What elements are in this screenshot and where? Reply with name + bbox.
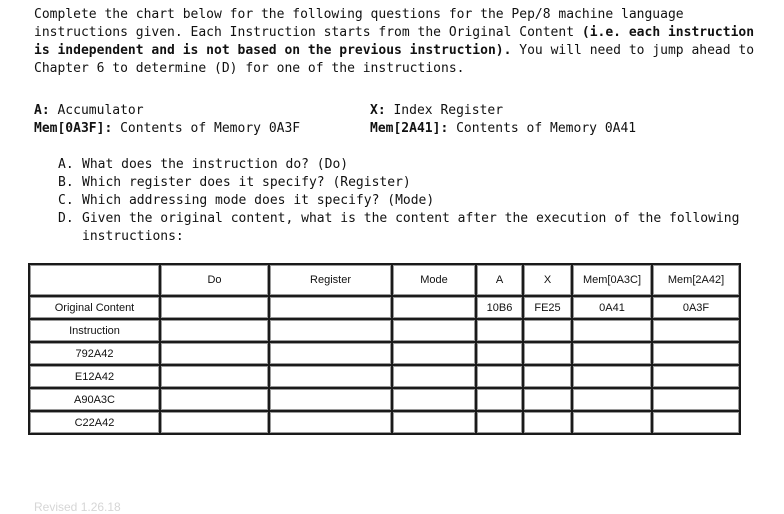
question-list [58, 156, 768, 246]
answer-cell[interactable] [476, 411, 523, 434]
answer-cell[interactable] [652, 365, 740, 388]
column-header [29, 264, 160, 296]
row-label: Instruction [29, 319, 160, 342]
answer-cell[interactable] [392, 296, 476, 319]
answer-cell[interactable] [269, 296, 392, 319]
answer-cell[interactable] [572, 411, 652, 434]
table-row [29, 342, 740, 365]
row-label: E12A42 [29, 365, 160, 388]
answer-cell[interactable] [269, 411, 392, 434]
answer-cell[interactable]: 0A3F [652, 296, 740, 319]
answer-cell[interactable] [523, 319, 572, 342]
register-definitions [34, 102, 764, 138]
question-item: C. Which addressing mode does it specify? (Mode) [58, 193, 435, 208]
answer-cell[interactable] [476, 388, 523, 411]
answer-cell[interactable] [652, 342, 740, 365]
intro-text: Complete the chart below for the following questions for the Pep/8 machine language instructions given. Each Instruction starts from the Original Content [34, 7, 684, 40]
answer-cell[interactable] [160, 319, 269, 342]
column-header: Mode [392, 264, 476, 296]
table-row [29, 296, 740, 319]
answer-cell[interactable] [572, 342, 652, 365]
answer-cell[interactable] [523, 388, 572, 411]
answer-cell[interactable] [160, 365, 269, 388]
answer-cell[interactable] [652, 388, 740, 411]
row-label: C22A42 [29, 411, 160, 434]
revision-footer: Revised 1.26.18 [34, 500, 121, 514]
column-header: Do [160, 264, 269, 296]
table-header-row [29, 264, 740, 296]
answer-cell[interactable] [269, 388, 392, 411]
answer-cell[interactable]: 0A41 [572, 296, 652, 319]
table-row [29, 365, 740, 388]
answer-cell[interactable] [269, 365, 392, 388]
answer-cell[interactable] [269, 319, 392, 342]
answer-cell[interactable] [160, 342, 269, 365]
answer-cell[interactable] [476, 342, 523, 365]
answer-cell[interactable] [523, 365, 572, 388]
definition-mem-2a41: Mem[2A41]: Contents of Memory 0A41 [370, 121, 637, 136]
answer-cell[interactable] [392, 388, 476, 411]
intro-bold-text: (i.e. each instruction is independent and is not based on the previous instruction). [34, 25, 755, 58]
row-label: A90A3C [29, 388, 160, 411]
answer-cell[interactable] [572, 388, 652, 411]
question-item: B. Which register does it specify? (Register) [58, 175, 411, 190]
answer-cell[interactable] [392, 411, 476, 434]
definition-index-register: X: Index Register [370, 103, 504, 118]
answer-cell[interactable] [572, 365, 652, 388]
answer-cell[interactable] [476, 319, 523, 342]
answer-cell[interactable] [523, 411, 572, 434]
table-row [29, 411, 740, 434]
answer-cell[interactable] [572, 319, 652, 342]
column-header: A [476, 264, 523, 296]
answer-cell[interactable] [160, 411, 269, 434]
answer-cell[interactable] [652, 411, 740, 434]
answer-cell[interactable] [269, 342, 392, 365]
question-item: D. Given the original content, what is the content after the execution of the following instructions: [58, 211, 740, 244]
answer-cell[interactable] [160, 388, 269, 411]
answer-cell[interactable]: 10B6 [476, 296, 523, 319]
answer-cell[interactable] [476, 365, 523, 388]
row-label: Original Content [29, 296, 160, 319]
table-row [29, 388, 740, 411]
column-header: Mem[2A42] [652, 264, 740, 296]
table-row [29, 319, 740, 342]
column-header: Mem[0A3C] [572, 264, 652, 296]
intro-text-end: You will need to jump ahead to Chapter 6 to determine (D) for one of the instructions. [34, 43, 755, 76]
answer-cell[interactable]: FE25 [523, 296, 572, 319]
definition-mem-0a3f: Mem[0A3F]: Contents of Memory 0A3F [34, 121, 301, 136]
answer-cell[interactable] [392, 342, 476, 365]
answer-cell[interactable] [392, 365, 476, 388]
column-header: Register [269, 264, 392, 296]
answer-cell[interactable] [652, 319, 740, 342]
question-item: A. What does the instruction do? (Do) [58, 157, 349, 172]
answer-cell[interactable] [523, 342, 572, 365]
definition-accumulator: A: Accumulator [34, 103, 144, 118]
column-header: X [523, 264, 572, 296]
instructions-paragraph [34, 6, 764, 78]
row-label: 792A42 [29, 342, 160, 365]
answer-cell[interactable] [392, 319, 476, 342]
instruction-chart-table [28, 263, 741, 435]
answer-cell[interactable] [160, 296, 269, 319]
